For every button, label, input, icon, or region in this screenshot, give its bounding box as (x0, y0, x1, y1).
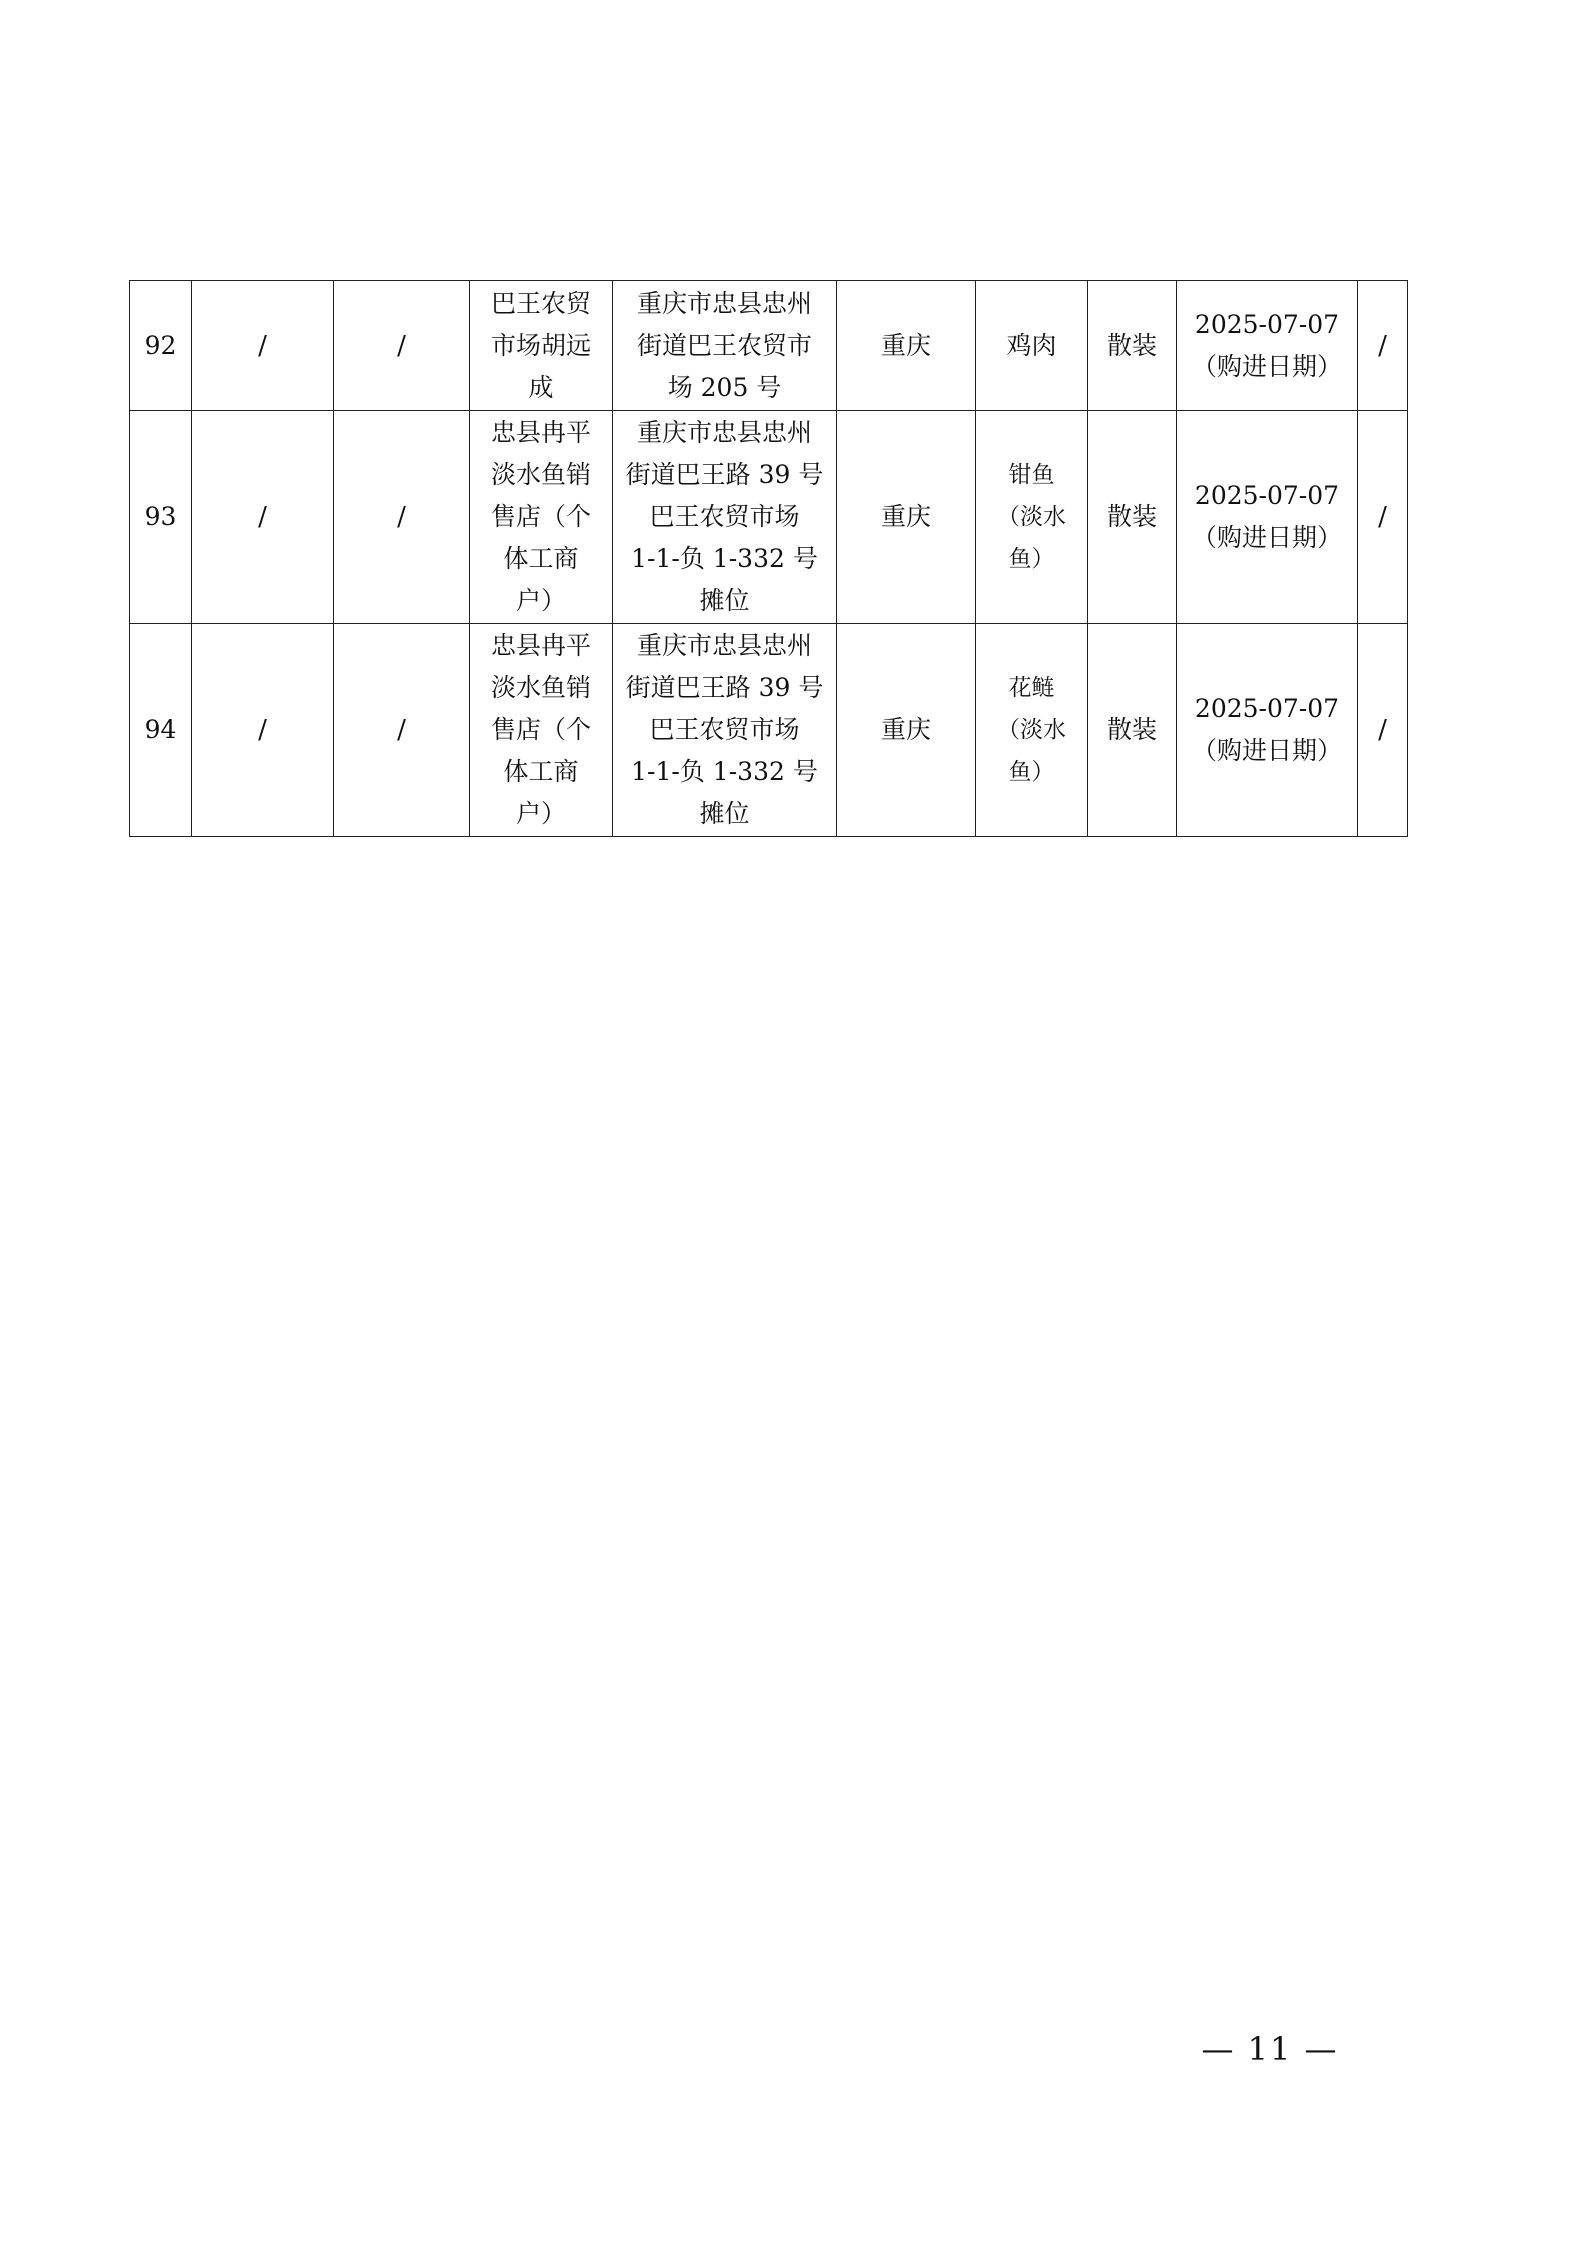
date-note: （购进日期） (1191, 736, 1342, 765)
empty-cell: / (334, 281, 470, 411)
origin-cell: 重庆 (837, 411, 976, 624)
product-line: 鱼） (1008, 759, 1055, 785)
seller-name-cell (470, 624, 613, 837)
date-note: （购进日期） (1191, 523, 1342, 552)
date-value: 2025-07-07 (1194, 481, 1340, 510)
date-cell (1177, 281, 1358, 411)
seller-name-line: 体工商 (503, 757, 579, 786)
packaging-cell: 散装 (1088, 411, 1177, 624)
row-number: 93 (130, 411, 192, 624)
origin-cell: 重庆 (837, 624, 976, 837)
product-cell (976, 624, 1088, 837)
product-line: 鸡肉 (1006, 330, 1057, 360)
row-number: 94 (130, 624, 192, 837)
product-line: （淡水 (997, 504, 1066, 530)
packaging-cell: 散装 (1088, 281, 1177, 411)
seller-address-line: 重庆市忠县忠州 (636, 288, 812, 318)
packaging-cell: 散装 (1088, 624, 1177, 837)
seller-address-line: 1-1-负 1-332 号 (631, 544, 818, 573)
table-row (130, 281, 1408, 411)
date-note: （购进日期） (1191, 351, 1342, 381)
row-number: 92 (130, 281, 192, 411)
seller-address-cell (613, 411, 837, 624)
seller-address-line: 重庆市忠县忠州 (636, 631, 812, 660)
seller-address-line: 重庆市忠县忠州 (636, 418, 812, 447)
seller-name-cell (470, 411, 613, 624)
empty-cell: / (1358, 624, 1408, 837)
sampling-table (129, 280, 1408, 837)
empty-cell: / (334, 624, 470, 837)
seller-address-line: 摊位 (699, 799, 750, 828)
seller-address-line: 巴王农贸市场 (649, 502, 800, 531)
seller-name-line: 市场胡远 (490, 330, 591, 360)
seller-name-line: 体工商 (503, 544, 579, 573)
product-line: 鱼） (1008, 546, 1055, 572)
date-value: 2025-07-07 (1194, 694, 1340, 723)
empty-cell: / (1358, 411, 1408, 624)
seller-name-line: 巴王农贸 (490, 288, 591, 318)
seller-name-line: 淡水鱼销 (490, 673, 591, 702)
seller-address-line: 街道巴王路 39 号 (625, 673, 824, 702)
product-cell (976, 411, 1088, 624)
empty-cell: / (192, 411, 334, 624)
date-cell (1177, 624, 1358, 837)
seller-address-cell (613, 281, 837, 411)
empty-cell: / (1358, 281, 1408, 411)
seller-name-line: 成 (528, 372, 554, 402)
date-value: 2025-07-07 (1194, 309, 1340, 339)
seller-address-line: 场 205 号 (667, 372, 782, 402)
seller-name-cell (470, 281, 613, 411)
date-cell (1177, 411, 1358, 624)
seller-address-line: 1-1-负 1-332 号 (631, 757, 818, 786)
table-row (130, 624, 1408, 837)
seller-name-line: 户） (515, 586, 566, 615)
empty-cell: / (192, 624, 334, 837)
empty-cell: / (192, 281, 334, 411)
seller-name-line: 忠县冉平 (490, 631, 591, 660)
seller-address-line: 街道巴王路 39 号 (625, 460, 824, 489)
seller-address-line: 街道巴王农贸市 (636, 330, 812, 360)
page-number: — 11 — (1201, 2030, 1339, 2068)
seller-name-line: 户） (515, 799, 566, 828)
seller-name-line: 淡水鱼销 (490, 460, 591, 489)
seller-name-line: 售店（个 (490, 502, 591, 531)
product-line: （淡水 (997, 717, 1066, 743)
seller-name-line: 售店（个 (490, 715, 591, 744)
seller-address-line: 摊位 (699, 586, 750, 615)
product-cell (976, 281, 1088, 411)
seller-address-line: 巴王农贸市场 (649, 715, 800, 744)
table-row (130, 411, 1408, 624)
product-line: 钳鱼 (1008, 462, 1055, 488)
seller-name-line: 忠县冉平 (490, 418, 591, 447)
empty-cell: / (334, 411, 470, 624)
origin-cell: 重庆 (837, 281, 976, 411)
seller-address-cell (613, 624, 837, 837)
product-line: 花鲢 (1008, 675, 1055, 701)
